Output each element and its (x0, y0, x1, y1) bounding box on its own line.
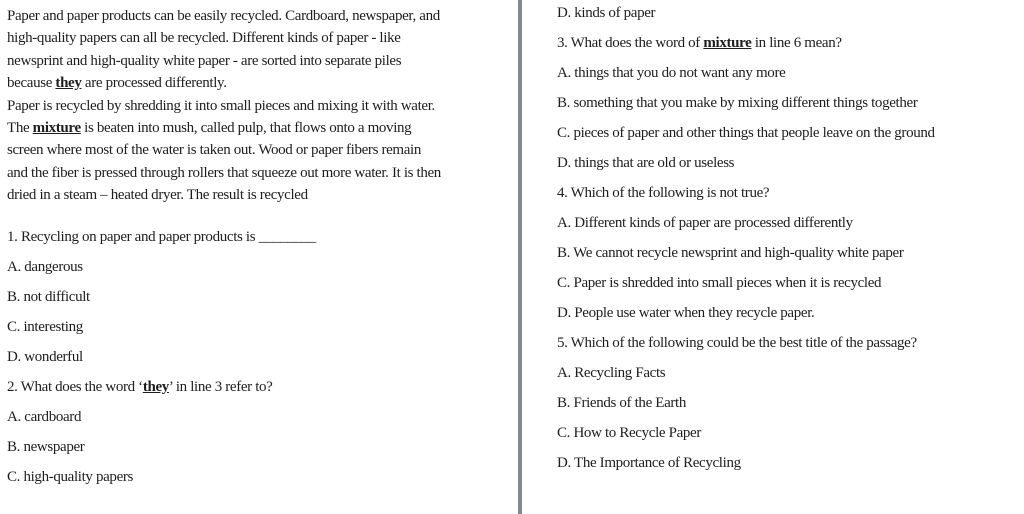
text-segment: Paper is recycled by shredding it into small pieces and mixing it with water. (7, 97, 435, 114)
question-line (7, 222, 515, 252)
question-line (557, 328, 1022, 358)
passage-line (7, 162, 515, 184)
text-segment: C. How to Recycle Paper (557, 425, 701, 441)
passage-line (7, 5, 515, 27)
text-segment: B. not difficult (7, 289, 90, 305)
option-line (557, 58, 1022, 88)
text-segment: high-quality papers can all be recycled. Different kinds of paper - like (7, 30, 401, 47)
emphasized-word: they (55, 75, 82, 92)
text-segment: D. things that are old or useless (557, 155, 735, 171)
option-line (7, 462, 515, 492)
text-segment: Paper and paper products can be easily recycled. Cardboard, newspaper, and (7, 8, 440, 24)
text-segment: are processed differently. (81, 75, 227, 92)
option-line (7, 252, 515, 282)
option-line (557, 298, 1022, 328)
text-segment: D. People use water when they recycle paper. (557, 305, 815, 321)
option-line (557, 208, 1022, 238)
option-line (7, 312, 515, 342)
column-divider (518, 0, 522, 514)
text-segment: B. newspaper (7, 439, 85, 455)
text-segment: A. Recycling Facts (557, 365, 666, 381)
text-segment: screen where most of the water is taken out. Wood or paper fibers remain (7, 142, 421, 159)
question-line (557, 28, 1022, 58)
emphasized-word: mixture (703, 35, 752, 51)
text-segment: The (7, 120, 33, 137)
option-line (7, 282, 515, 312)
option-line (557, 268, 1022, 298)
passage-line (7, 72, 515, 94)
text-segment: C. Paper is shredded into small pieces when it is recycled (557, 275, 882, 291)
text-segment: in line 6 mean? (751, 35, 842, 51)
question-line (7, 372, 515, 402)
option-line (557, 388, 1022, 418)
text-segment: C. pieces of paper and other things that people leave on the ground (557, 125, 935, 141)
text-segment: newsprint and high-quality white paper - are sorted into separate piles (7, 52, 402, 69)
passage-line (7, 95, 515, 117)
text-segment: A. cardboard (7, 409, 82, 425)
text-segment: ’ in line 3 refer to? (168, 379, 273, 395)
passage-line (7, 139, 515, 161)
option-line (7, 432, 515, 462)
passage-line (7, 184, 515, 206)
text-segment: D. The Importance of Recycling (557, 455, 741, 471)
emphasized-word: mixture (32, 120, 81, 137)
text-segment: 3. What does the word of (557, 35, 704, 51)
text-segment: C. interesting (7, 319, 83, 335)
text-segment: 4. Which of the following is not true? (557, 185, 770, 201)
text-segment: D. kinds of paper (557, 5, 656, 21)
reading-passage (7, 5, 515, 207)
option-line (557, 148, 1022, 178)
text-segment: D. wonderful (7, 349, 83, 365)
option-line (557, 0, 1022, 28)
text-segment: A. dangerous (7, 259, 83, 275)
passage-line (7, 117, 515, 139)
option-line (7, 342, 515, 372)
text-segment: B. Friends of the Earth (557, 395, 687, 411)
question-line (557, 178, 1022, 208)
text-segment: A. things that you do not want any more (557, 65, 786, 81)
text-segment: 5. Which of the following could be the best title of the passage? (557, 335, 917, 351)
option-line (557, 88, 1022, 118)
option-line (557, 238, 1022, 268)
question-list-left (7, 222, 515, 492)
text-segment: dried in a steam – heated dryer. The result is recycled (7, 187, 308, 204)
option-line (557, 448, 1022, 478)
text-segment: C. high-quality papers (7, 469, 134, 485)
option-line (7, 402, 515, 432)
option-line (557, 118, 1022, 148)
text-segment: B. something that you make by mixing different things together (557, 95, 918, 111)
text-segment: and the fiber is pressed through rollers that squeeze out more water. It is then (7, 164, 441, 181)
emphasized-word: they (142, 379, 169, 395)
passage-line (7, 27, 515, 49)
text-segment: 2. What does the word ‘ (7, 379, 143, 395)
text-segment: 1. Recycling on paper and paper products is ________ (7, 229, 316, 245)
text-segment: is beaten into mush, called pulp, that flows onto a moving (80, 120, 412, 137)
text-segment: B. We cannot recycle newsprint and high-quality white paper (557, 245, 904, 261)
question-list-right (557, 0, 1022, 478)
passage-line (7, 50, 515, 72)
option-line (557, 358, 1022, 388)
text-segment: because (7, 75, 56, 92)
text-segment: A. Different kinds of paper are processed differently (557, 215, 853, 231)
option-line (557, 418, 1022, 448)
